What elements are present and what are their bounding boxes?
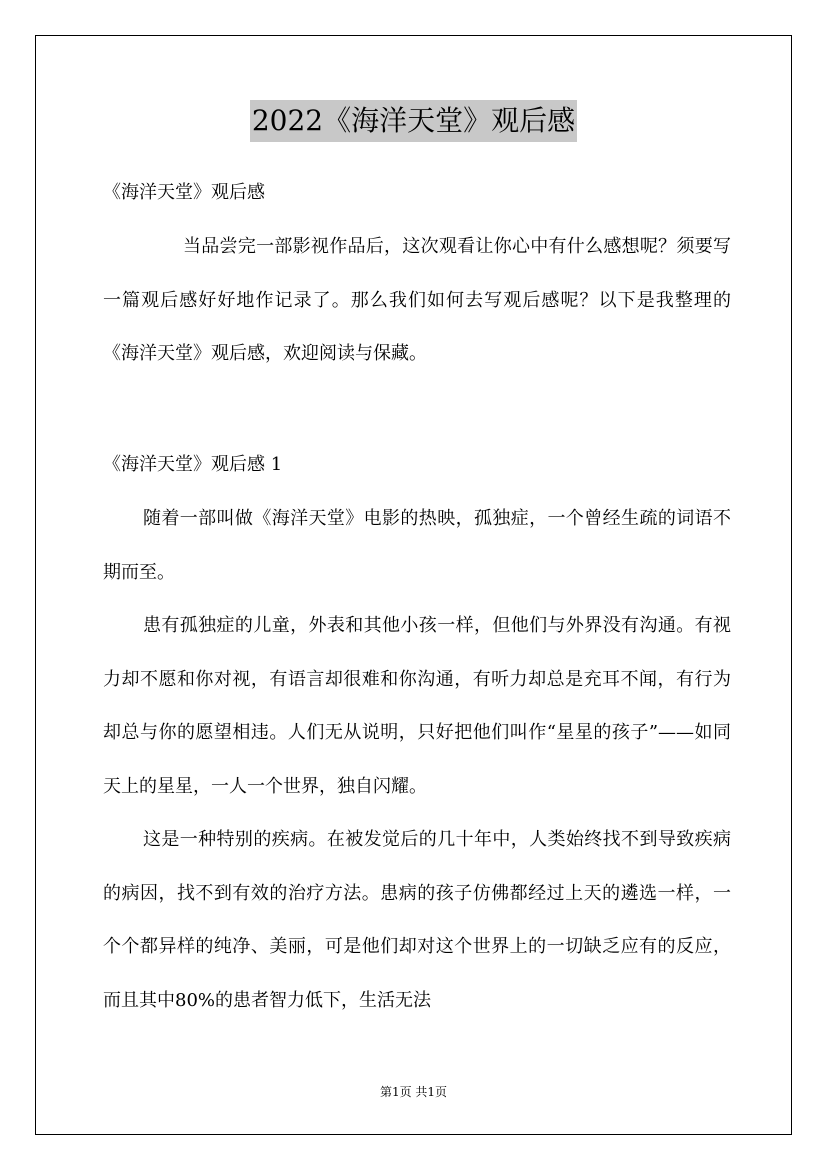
- body-paragraph: 随着一部叫做《海洋天堂》电影的热映，孤独症，一个曾经生疏的词语不期而至。: [103, 508, 731, 583]
- page-footer: 第1页 共1页: [379, 1085, 448, 1099]
- section-heading: 《海洋天堂》观后感 1: [103, 454, 283, 475]
- document-subtitle: 《海洋天堂》观后感: [103, 182, 265, 203]
- intro-paragraph: 当品尝完一部影视作品后，这次观看让你心中有什么感想呢？须要写一篇观后感好好地作记录了。那么我们如何去写观后感呢？以下是我整理的《海洋天堂》观后感，欢迎阅读与保藏。: [103, 236, 731, 364]
- document-title: [0, 100, 827, 142]
- body-paragraph: 患有孤独症的儿童，外表和其他小孩一样，但他们与外界没有沟通。有视力却不愿和你对视，有语言却很难和你沟通，有听力却总是充耳不闻，有行为却总与你的愿望相违。人们无从说明，只好把他们叫作“星星的孩子”——如同天上的星星，一人一个世界，独自闪耀。: [103, 615, 731, 797]
- document-title-text: 2022《海洋天堂》观后感: [250, 100, 577, 142]
- body-paragraph: 这是一种特别的疾病。在被发觉后的几十年中，人类始终找不到导致疾病的病因，找不到有效的治疗方法。患病的孩子仿佛都经过上天的遴选一样，一个个都异样的纯净、美丽，可是他们却对这个世界上的一切缺乏应有的反应，而且其中80%的患者智力低下，生活无法: [103, 829, 731, 1011]
